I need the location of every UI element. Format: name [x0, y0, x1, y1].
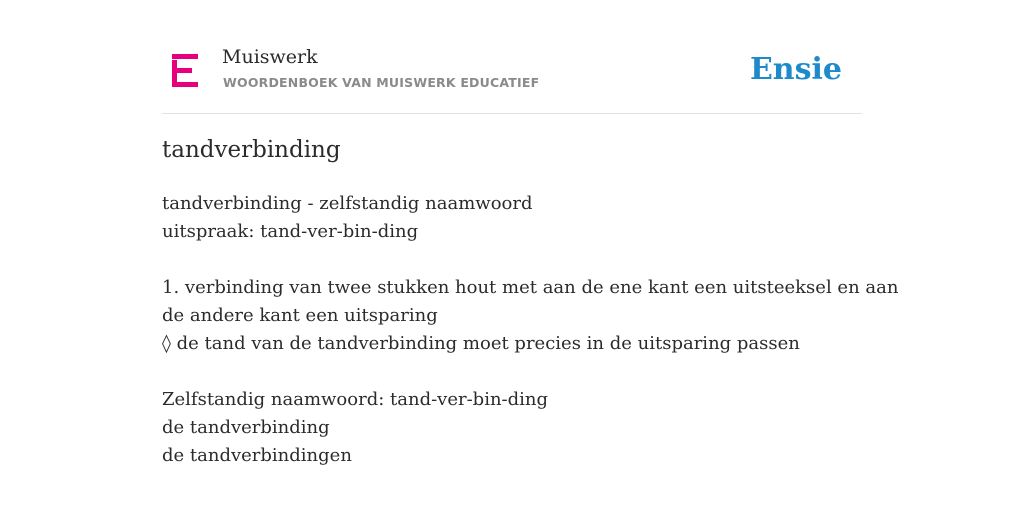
page-title: tandverbinding [162, 137, 341, 163]
header [162, 38, 862, 114]
entry-body [162, 190, 899, 470]
grammar-line: Zelfstandig naamwoord: tand-ver-bin-ding [162, 389, 549, 410]
source-name[interactable]: Muiswerk [222, 46, 318, 68]
singular-form: de tandverbinding [162, 417, 330, 438]
ensie-logo[interactable]: Ensie [749, 52, 842, 87]
example-sentence: ◊ de tand van de tandverbinding moet precies in de uitsparing passen [162, 333, 800, 354]
definition-line-continued: de andere kant een uitsparing [162, 305, 438, 326]
source-subtitle: WOORDENBOEK VAN MUISWERK EDUCATIEF [223, 75, 540, 90]
spacer [162, 358, 862, 386]
headword-line: tandverbinding - zelfstandig naamwoord [162, 193, 533, 214]
definition-line: 1. verbinding van twee stukken hout met aan de ene kant een uitsteeksel en aan [162, 277, 899, 298]
muiswerk-logo-icon[interactable] [172, 54, 200, 88]
pronunciation-line: uitspraak: tand-ver-bin-ding [162, 221, 419, 242]
plural-form: de tandverbindingen [162, 445, 352, 466]
spacer [162, 246, 862, 274]
